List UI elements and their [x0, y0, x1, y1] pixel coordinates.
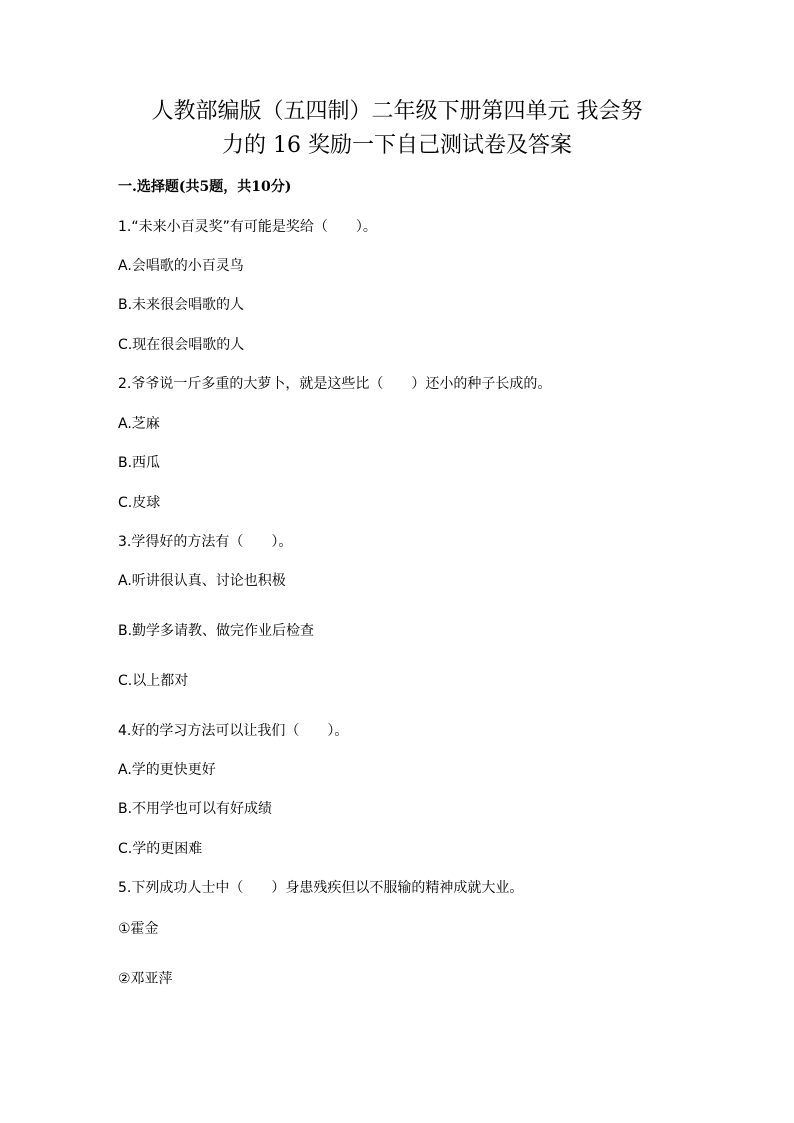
question-3-stem: 3.学得好的方法有（ ）。: [118, 534, 293, 550]
question-1-stem: 1.“未来小百灵奖”有可能是奖给（ ）。: [118, 219, 377, 235]
question-1-option-c: C.现在很会唱歌的人: [118, 337, 245, 353]
question-1-option-b: B.未来很会唱歌的人: [118, 297, 245, 313]
question-5-stem: 5.下列成功人士中（ ）身患残疾但以不服输的精神成就大业。: [118, 880, 524, 896]
question-4-option-b: B.不用学也可以有好成绩: [118, 801, 273, 817]
question-2-stem: 2.爷爷说一斤多重的大萝卜，就是这些比（ ）还小的种子长成的。: [118, 376, 552, 392]
section-heading: 一.选择题(共5题，共10分): [118, 179, 292, 195]
document-title-line-1: 人教部编版（五四制）二年级下册第四单元 我会努: [151, 99, 643, 124]
question-3-option-c: C.以上都对: [118, 673, 189, 689]
question-2-option-c: C.皮球: [118, 495, 161, 511]
question-3-option-b: B.勤学多请教、做完作业后检查: [118, 623, 315, 639]
question-3-option-a: A.听讲很认真、讨论也积极: [118, 573, 286, 589]
question-5-option-1: ①霍金: [118, 921, 159, 937]
question-2-option-b: B.西瓜: [118, 455, 161, 471]
document-title-line-2: 力的 16 奖励一下自己测试卷及答案: [222, 133, 572, 158]
question-1-option-a: A.会唱歌的小百灵鸟: [118, 258, 244, 274]
question-2-option-a: A.芝麻: [118, 416, 160, 432]
question-4-stem: 4.好的学习方法可以让我们（ ）。: [118, 723, 349, 739]
question-4-option-c: C.学的更困难: [118, 841, 203, 857]
question-5-option-2: ②邓亚萍: [118, 971, 173, 987]
question-4-option-a: A.学的更快更好: [118, 762, 216, 778]
